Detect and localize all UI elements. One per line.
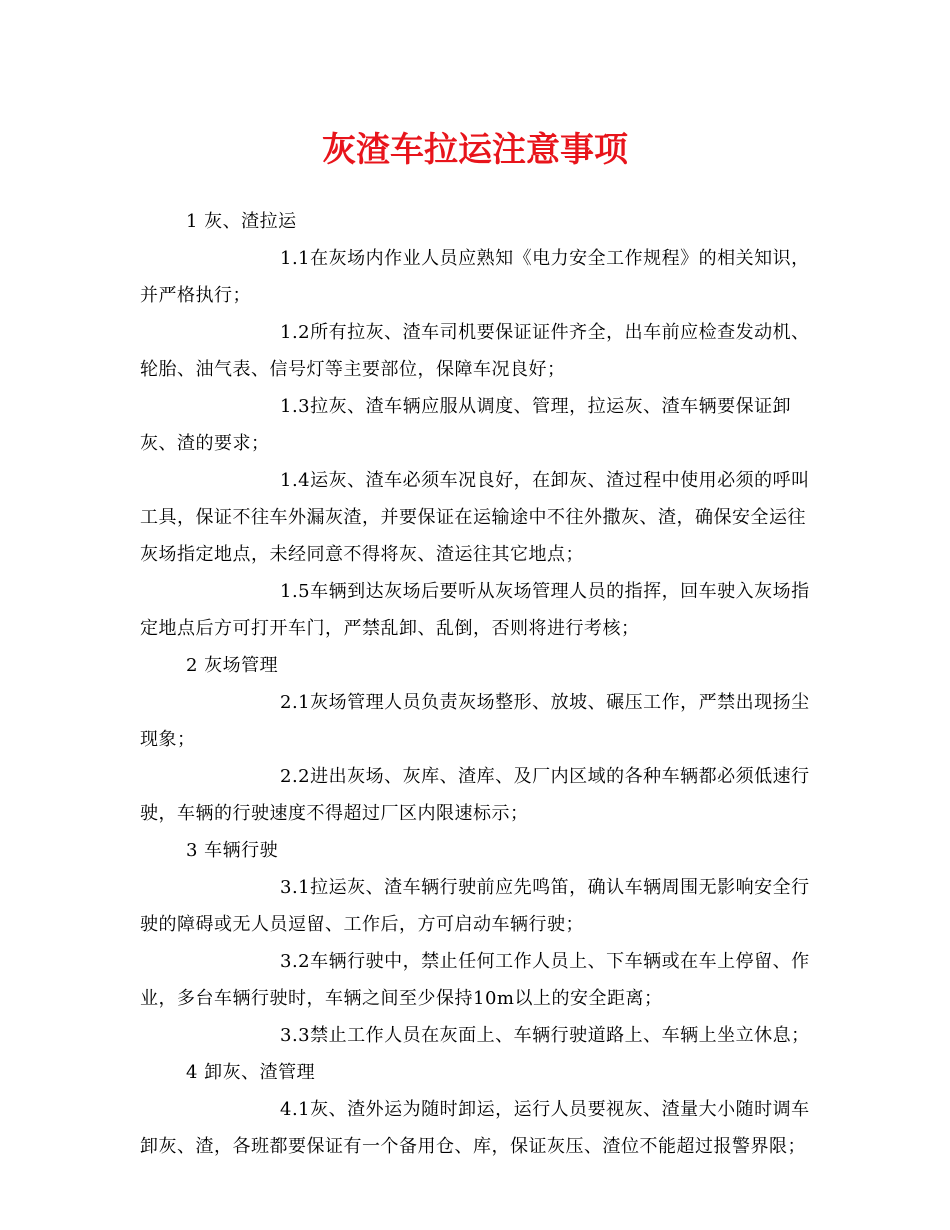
document-title: 灰渣车拉运注意事项 — [322, 130, 628, 170]
paragraph: 1.1在灰场内作业人员应熟知《电力安全工作规程》的相关知识，并严格执行； — [140, 248, 810, 306]
paragraph: 1.4运灰、渣车必须车况良好，在卸灰、渣过程中使用必须的呼叫工具，保证不往车外漏灰渣，并要保证在运输途中不往外撒灰、渣，确保安全运往灰场指定地点，未经同意不得将灰、渣运往其它地点； — [140, 470, 810, 565]
paragraph: 4.1灰、渣外运为随时卸运，运行人员要视灰、渣量大小随时调车卸灰、渣，各班都要保证有一个备用仓、库，保证灰压、渣位不能超过报警界限； — [140, 1099, 810, 1157]
paragraph: 2.2进出灰场、灰库、渣库、及厂内区域的各种车辆都必须低速行驶，车辆的行驶速度不得超过厂区内限速标示； — [140, 766, 810, 824]
section-heading: 1 灰、渣拉运 — [186, 211, 297, 232]
paragraph: 2.1灰场管理人员负责灰场整形、放坡、碾压工作，严禁出现扬尘现象； — [140, 692, 810, 750]
paragraph: 1.2所有拉灰、渣车司机要保证证件齐全，出车前应检查发动机、轮胎、油气表、信号灯等主要部位，保障车况良好； — [140, 322, 810, 380]
paragraph: 1.3拉灰、渣车辆应服从调度、管理，拉运灰、渣车辆要保证卸灰、渣的要求； — [140, 396, 792, 454]
section-heading: 4 卸灰、渣管理 — [186, 1062, 316, 1083]
section-heading: 2 灰场管理 — [186, 655, 279, 676]
paragraph: 3.2车辆行驶中，禁止任何工作人员上、下车辆或在车上停留、作业，多台车辆行驶时，车辆之间至少保持10m以上的安全距离； — [140, 951, 810, 1009]
paragraph: 3.3禁止工作人员在灰面上、车辆行驶道路上、车辆上坐立休息； — [280, 1025, 810, 1046]
paragraph: 1.5车辆到达灰场后要听从灰场管理人员的指挥，回车驶入灰场指定地点后方可打开车门，严禁乱卸、乱倒，否则将进行考核； — [140, 581, 810, 639]
section-heading: 3 车辆行驶 — [186, 840, 279, 861]
paragraph: 3.1拉运灰、渣车辆行驶前应先鸣笛，确认车辆周围无影响安全行驶的障碍或无人员逗留、工作后，方可启动车辆行驶； — [140, 877, 810, 935]
document-body — [140, 203, 820, 1165]
